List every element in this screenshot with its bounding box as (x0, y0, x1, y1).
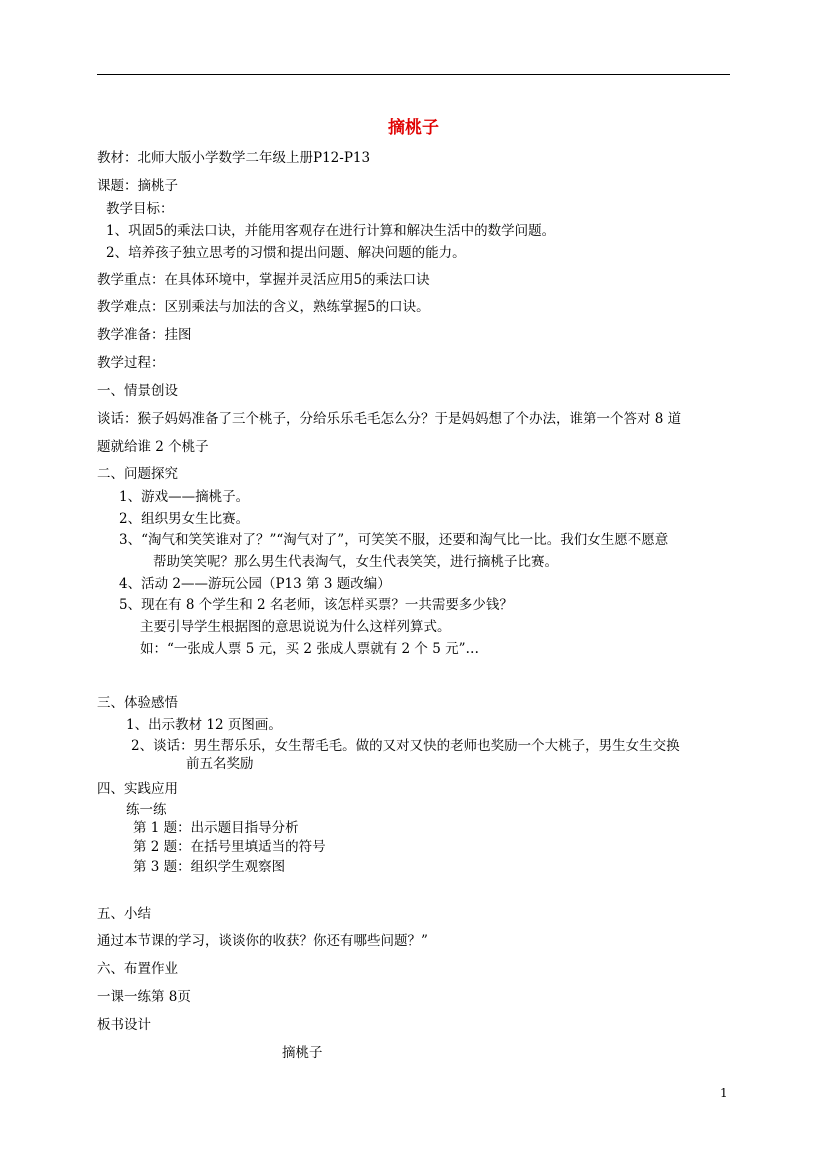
board-heading: 板书设计 (97, 1017, 151, 1033)
section2-heading: 二、问题探究 (97, 466, 178, 482)
page-title: 摘桃子 (388, 118, 439, 138)
header-rule (97, 74, 730, 75)
page-number: 1 (720, 1086, 728, 1100)
section2-item-5: 5、现在有 8 个学生和 2 名老师，该怎样买票？一共需要多少钱？ (119, 597, 513, 613)
section4-question-1: 第 1 题：出示题目指导分析 (133, 820, 299, 836)
section2-guide: 主要引导学生根据图的意思说说为什么这样列算式。 (140, 619, 451, 635)
section4-sub: 练一练 (126, 802, 167, 818)
section6-heading: 六、布置作业 (97, 961, 178, 977)
section3-heading: 三、体验感悟 (97, 695, 178, 711)
board-title: 摘桃子 (282, 1045, 323, 1061)
section5-text: 通过本节课的学习，谈谈你的收获？你还有哪些问题？” (97, 933, 428, 949)
section2-item-3-line1: 3、“淘气和笑笑谁对了？”“淘气对了”，可笑笑不服，还要和淘气比一比。我们女生愿不愿意 (119, 532, 669, 548)
section2-item-2: 2、组织男女生比赛。 (119, 511, 250, 527)
section3-item-1: 1、出示教材 12 页图画。 (126, 717, 282, 733)
section4-heading: 四、实践应用 (97, 781, 178, 797)
section3-item-2-line1: 2、谈话：男生帮乐乐，女生帮毛毛。做的又对又快的老师也奖励一个大桃子，男生女生交换 (131, 738, 680, 754)
key-point-line: 教学重点：在具体环境中，掌握并灵活应用5的乘法口诀 (97, 272, 430, 288)
topic-line: 课题：摘桃子 (97, 178, 178, 194)
section3-item-2-line2: 前五名奖励 (186, 756, 254, 772)
objective-item-2: 2、培养孩子独立思考的习惯和提出问题、解决问题的能力。 (106, 245, 466, 261)
section1-text-line2: 题就给谁 2 个桃子 (97, 439, 209, 455)
section1-heading: 一、情景创设 (97, 383, 178, 399)
objectives-heading: 教学目标： (106, 201, 174, 217)
section4-question-2: 第 2 题：在括号里填适当的符号 (133, 839, 326, 855)
preparation-line: 教学准备：挂图 (97, 327, 192, 343)
section2-item-3-line2: 帮助笑笑呢？那么男生代表淘气，女生代表笑笑，进行摘桃子比赛。 (153, 554, 558, 570)
section2-example: 如：“一张成人票 5 元，买 2 张成人票就有 2 个 5 元”… (140, 641, 479, 657)
section6-text: 一课一练第 8页 (97, 989, 191, 1005)
process-heading: 教学过程： (97, 355, 165, 371)
section4-question-3: 第 3 题：组织学生观察图 (133, 859, 286, 875)
section2-item-1: 1、游戏——摘桃子。 (119, 489, 250, 505)
section1-text-line1: 谈话：猴子妈妈准备了三个桃子，分给乐乐毛毛怎么分？于是妈妈想了个办法，谁第一个答对 8 道 (97, 411, 682, 427)
section2-item-4: 4、活动 2——游玩公园（P13 第 3 题改编） (119, 576, 391, 592)
section5-heading: 五、小结 (97, 906, 151, 922)
textbook-line: 教材：北师大版小学数学二年级上册P12-P13 (97, 150, 371, 166)
difficulty-line: 教学难点：区别乘法与加法的含义，熟练掌握5的口诀。 (97, 299, 430, 315)
objective-item-1: 1、巩固5的乘法口诀，并能用客观存在进行计算和解决生活中的数学问题。 (106, 223, 556, 239)
